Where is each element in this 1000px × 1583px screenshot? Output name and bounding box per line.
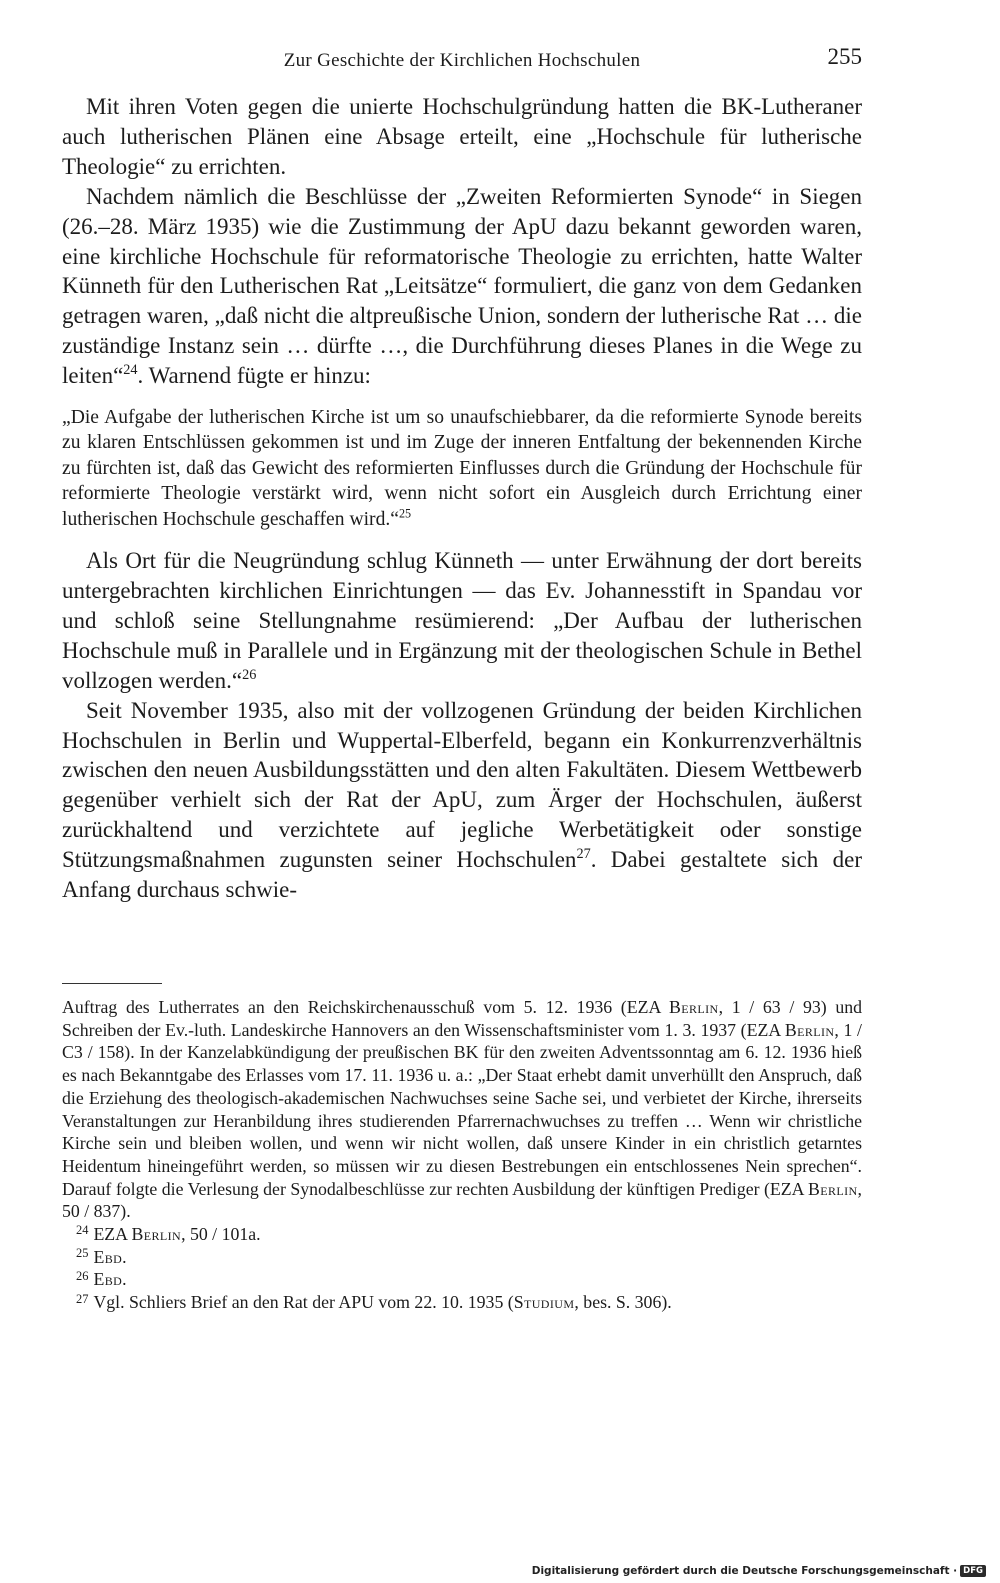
page-number: 255 (827, 44, 862, 69)
footnotes (62, 996, 862, 1314)
paragraph-4: Seit November 1935, also mit der vollzogenen Gründung der beiden Kirchlichen Hochschulen in Berlin und Wuppertal-Elberfeld, begann ein Konkurrenzverhältnis zwischen den neuen Ausbildungsstätten und den alten Fakultäten. Diesem Wettbewerb gegenüber verhielt sich der Rat der ApU, zum Ärger der Hochschulen, äußerst zurückhaltend und verzichtete auf jegliche Werbetätigkeit oder sonstige Stützungsmaßnahmen zugunsten seiner Hochschulen$^{27}$. Dabei gestaltete sich der Anfang durchaus schwie- (62, 697, 863, 903)
footnote-ref-24: 24 (123, 362, 138, 379)
footnote-ref-25: 25 (398, 506, 412, 521)
main-text (62, 92, 862, 905)
block-quote: „Die Aufgabe der lutherischen Kirche ist um so unaufschiebbarer, da die reformierte Synode bereits zu klaren Entschlüssen gekommen ist und im Zuge der inneren Entfaltung der bekennenden Kirche zu fürchten ist, daß das Gewicht des reformierten Einflusses durch die Gründung der Hochschule für reformierte Theologie verstärkt wird, wenn nicht sofort ein Ausgleich durch Errichtung einer lutherischen Hochschule geschaffen wird.“$^{25}$ (62, 407, 862, 530)
footnote-24: $^{24}$ EZA Berlin, 50 / 101a. (76, 1223, 261, 1245)
paragraph-2: Nachdem nämlich die Beschlüsse der „Zweiten Reformierten Synode“ in Siegen (26.–28. März 1935) wie die Zustimmung der ApU dazu bekannt geworden waren, eine kirchliche Hochschule für reformatorische Theologie zu errichten, hatte Walter Künneth für den Lutherischen Rat „Leitsätze“ formuliert, die ganz von dem Gedanken getragen waren, „daß nicht die altpreußische Union, sondern der lutherische Rat … die zuständige Instanz sein … dürfte …, die Durchführung dieses Planes in die Wege zu leiten“$^{24}$. Warnend fügte er hinzu: (62, 183, 862, 389)
running-header (62, 44, 862, 74)
footnote-ref-26: 26 (242, 666, 257, 683)
footnote-continuation: Auftrag des Lutherrates an den Reichskirchenausschuß vom 5. 12. 1936 (EZA Berlin, 1 / 63 / 93) und Schreiben der Ev.-luth. Landeskirche Hannovers an den Wissenschaftsminister vom 1. 3. 1937 (EZA Berlin, 1 / C3 / 158). In der Kanzelabkündigung der preußischen BK für den zweiten Adventssonntag am 6. 12. 1936 hieß es nach Bekanntgabe des Erlasses vom 17. 11. 1936 u. a.: „Der Staat erhebt damit unverhüllt den Anspruch, daß die Erziehung des theologisch-akademischen Nachwuchses seine Sache sei, und verbietet der Kirche, ihrerseits Veranstaltungen zur Heranbildung ihres studierenden Pfarrernachwuchses zu treffen … Wenn wir christliche Kirche sein und bleiben wollen, und wenn wir nicht wollen, daß unsere Kinder in ein christlich getarntes Heidentum hineingeführt werden, so müssen wir zu diesen Bestrebungen ein entschlossenes Nein sprechen“. Darauf folgte die Verlesung der Synodalbeschlüsse zur rechten Ausbildung der künftigen Prediger (EZA Berlin, 50 / 837). (62, 997, 862, 1222)
credit-text: Digitalisierung gefördert durch die Deutsche Forschungsgemeinschaft · (531, 1565, 958, 1577)
paragraph-1: Mit ihren Voten gegen die unierte Hochschulgründung hatten die BK-Lutheraner auch lutherischen Plänen eine Absage erteilt, eine „Hochschule für lutherische Theologie“ zu errichten. (62, 94, 862, 179)
footnote-divider (62, 983, 162, 984)
footnote-ref-27: 27 (576, 846, 591, 863)
paragraph-3: Als Ort für die Neugründung schlug Künneth — unter Erwähnung der dort bereits untergebrachten kirchlichen Einrichtungen — das Ev. Johannesstift in Spandau vor und schloß seine Stellungnahme resümierend: „Der Aufbau der lutherischen Hochschule muß in Parallele und in Ergänzung mit der theologischen Schule in Bethel vollzogen werden.“$^{26}$ (62, 548, 862, 693)
running-title: Zur Geschichte der Kirchlichen Hochschulen (283, 50, 641, 71)
dfg-logo: DFG (960, 1565, 986, 1577)
footnote-26: $^{26}$ Ebd. (76, 1268, 128, 1290)
digitization-credit (532, 1565, 986, 1577)
footnote-25: $^{25}$ Ebd. (76, 1246, 128, 1267)
footnote-27: $^{27}$ Vgl. Schliers Brief an den Rat der APU vom 22. 10. 1935 (Studium, bes. S. 306). (76, 1291, 672, 1313)
